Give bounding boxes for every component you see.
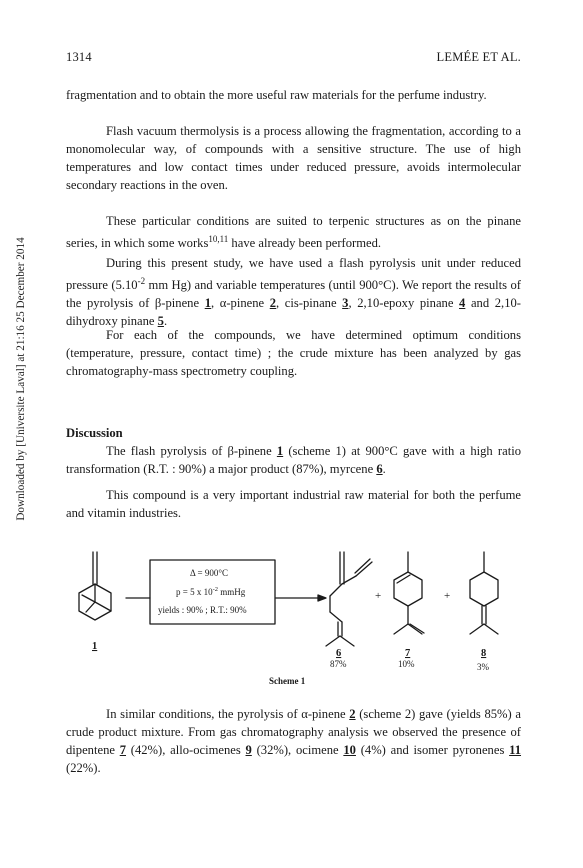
running-header: LEMÉE ET AL. bbox=[436, 50, 521, 64]
beta-pinene-structure bbox=[79, 552, 111, 620]
paragraph-conditions bbox=[66, 212, 521, 252]
yield-7: 10% bbox=[398, 659, 415, 669]
paragraph-study bbox=[66, 254, 521, 330]
text-run: . bbox=[163, 314, 168, 329]
text-run: , 2,10-epoxy pinane bbox=[348, 296, 460, 311]
text-run: and 2,10-dihydroxy pinane bbox=[66, 296, 521, 329]
compound-ref: 1 bbox=[204, 296, 211, 311]
plus-sign: + bbox=[444, 590, 451, 602]
compound-ref: 11 bbox=[509, 743, 522, 757]
text-run: During this present study, we have used a flash pyrolysis unit under reduced pressure (5.10 bbox=[66, 256, 521, 293]
text-run: (32%), ocimene bbox=[251, 743, 344, 757]
paragraph-discussion bbox=[66, 442, 521, 478]
paragraph-text bbox=[66, 442, 521, 478]
page-number: 1314 bbox=[66, 50, 92, 64]
paragraph-text bbox=[66, 212, 521, 252]
text-run: , α-pinene bbox=[210, 296, 270, 311]
compound-label-1: 1 bbox=[92, 641, 98, 652]
condition-exponent: -2 bbox=[212, 586, 218, 593]
text-run: (4%) and isomer pyronenes bbox=[355, 743, 510, 757]
text-run: The flash pyrolysis of β-pinene bbox=[106, 444, 277, 458]
text-run: (22%). bbox=[66, 761, 101, 775]
compound-ref: 9 bbox=[245, 743, 252, 757]
scheme-1-figure bbox=[0, 540, 583, 690]
text-run: mm Hg) and variable temperatures (until 900°C). We report the results of the pyrolysis of β-pinene bbox=[66, 278, 521, 311]
text-run: In similar conditions, the pyrolysis of α-pinene bbox=[106, 707, 350, 721]
text-run: (scheme 1) at 900°C gave with a high ratio transformation (R.T. : 90%) a major product (87%), myrcene bbox=[66, 444, 521, 476]
compound-label-7: 7 bbox=[405, 648, 411, 659]
paragraph-optimum bbox=[66, 326, 521, 380]
text-run: (scheme 2) gave (yields 85%) a crude product mixture. From gas chromatography analysis we observed the presence of dipentene bbox=[66, 707, 521, 757]
download-watermark: Downloaded by [Universite Laval] at 21:16 25 December 2014 bbox=[15, 237, 27, 521]
paragraph-text: For each of the compounds, we have determined optimum conditions (temperature, pressure, contact time) ; the crude mixture has been analyzed by gas chromatography-mass spectrometry coupling. bbox=[66, 328, 521, 378]
condition-text: mmHg bbox=[218, 587, 246, 597]
compound-ref: 10 bbox=[343, 743, 356, 757]
paragraph-text bbox=[66, 705, 521, 777]
paragraph-alpha-pinene bbox=[66, 705, 521, 777]
paragraph-text: fragmentation and to obtain the more useful raw materials for the perfume industry. bbox=[66, 88, 487, 102]
condition-pressure bbox=[176, 586, 246, 597]
compound-label-6: 6 bbox=[336, 648, 342, 659]
text-run: (42%), allo-ocimenes bbox=[126, 743, 246, 757]
compound-ref: 6 bbox=[376, 462, 383, 476]
dipentene-structure bbox=[394, 552, 424, 634]
compound-label-8: 8 bbox=[481, 648, 487, 659]
section-heading: Discussion bbox=[66, 426, 123, 440]
text-run: . bbox=[382, 462, 386, 476]
text-run: These particular conditions are suited to terpenic structures as on the pinane series, in which some works bbox=[66, 214, 521, 251]
condition-temperature: Δ = 900°C bbox=[190, 568, 228, 578]
condition-yields: yields : 90% ; R.T.: 90% bbox=[158, 605, 247, 615]
compound-ref: 2 bbox=[349, 707, 356, 721]
compound-ref: 3 bbox=[342, 296, 349, 311]
myrcene-structure bbox=[326, 552, 372, 646]
condition-text: p = 5 x 10 bbox=[176, 587, 213, 597]
paragraph-continued bbox=[66, 86, 521, 104]
text-run: , cis-pinane bbox=[276, 296, 343, 311]
yield-8: 3% bbox=[477, 662, 489, 672]
compound-ref: 1 bbox=[276, 444, 284, 458]
paragraph-text bbox=[66, 254, 521, 330]
compound-ref: 7 bbox=[119, 743, 127, 757]
terpinolene-structure bbox=[470, 552, 498, 634]
exponent: -2 bbox=[137, 276, 146, 286]
text-run: have already been performed. bbox=[228, 236, 382, 251]
compound-ref: 4 bbox=[459, 296, 466, 311]
scheme-caption: Scheme 1 bbox=[269, 676, 306, 686]
compound-ref: 2 bbox=[269, 296, 277, 311]
compound-ref: 5 bbox=[157, 314, 164, 329]
paragraph-fvt bbox=[66, 122, 521, 194]
plus-sign: + bbox=[375, 590, 382, 602]
yield-6: 87% bbox=[330, 659, 347, 669]
paragraph-industry bbox=[66, 486, 521, 522]
paragraph-text: Flash vacuum thermolysis is a process allowing the fragmentation, according to a monomolecular way, of compounds with a sensitive structure. The use of high temperatures and low contact times under reduced pressure, avoids intermolecular secondary reactions in the oven. bbox=[66, 124, 521, 192]
paragraph-text: This compound is a very important industrial raw material for both the perfume and vitamin industries. bbox=[66, 488, 521, 520]
reference-superscript: 10,11 bbox=[208, 234, 229, 244]
